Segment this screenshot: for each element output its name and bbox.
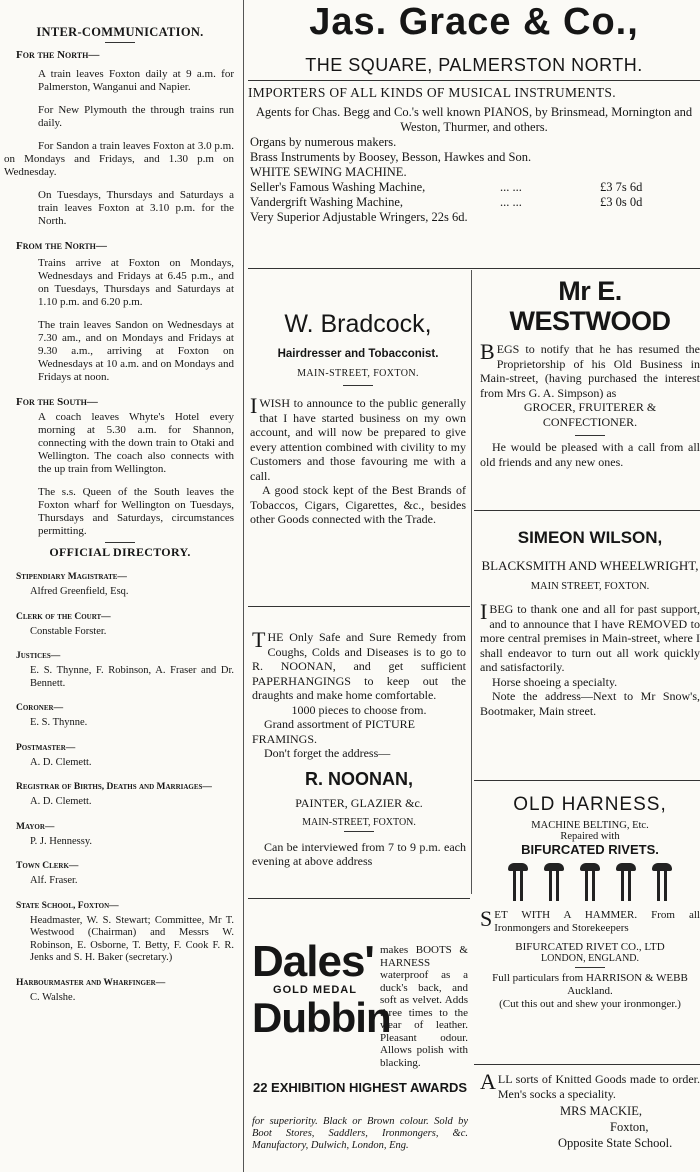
bradcock-text: IWISH to announce to the public generally that I have started business on my own account, and will now be prepared to give every attention combined with civility to my Customers and those favouring me with a call.	[250, 393, 466, 483]
wilson-name: SIMEON WILSON,	[517, 528, 663, 547]
directory-value: Constable Forster.	[30, 625, 107, 637]
rivet-icon	[652, 863, 672, 903]
westwood-ad	[480, 276, 700, 469]
dales-awards: 22 EXHIBITION HIGHEST AWARDS	[252, 1080, 468, 1095]
north-from-heading: From the North—	[16, 240, 107, 252]
column-divider	[243, 0, 244, 1172]
directory-entry	[0, 611, 240, 639]
directory-entry	[0, 742, 240, 770]
dales-logo	[252, 937, 391, 1041]
dubbin-word: Dubbin	[252, 994, 391, 1041]
dales-ad	[252, 937, 468, 1172]
north-to-heading: For the North—	[16, 49, 100, 61]
bradcock-name: W. Bradcock,	[284, 310, 432, 338]
north-to-p3: For Sandon a train leaves Foxton at 3.0 p.m. on Mondays and Fridays, and 1.30 p.m on Wednesday.	[4, 140, 234, 178]
grace-wringers: Very Superior Adjustable Wringers, 22s 6d.	[250, 210, 468, 224]
rivets-repaired: Repaired with	[560, 831, 620, 842]
wilson-address: MAIN STREET, FOXTON.	[530, 581, 650, 592]
rivets-company: BIFURCATED RIVET CO., LTD	[515, 941, 665, 953]
rivets-city: LONDON, ENGLAND.	[540, 953, 640, 964]
directory-value: E. S. Thynne, F. Robinson, A. Fraser and Dr. Bennett.	[30, 665, 234, 689]
wilson-horse: Horse shoeing a specialty.	[492, 674, 618, 689]
grace-ad	[248, 0, 700, 266]
divider	[248, 80, 700, 81]
directory-entry	[0, 781, 240, 809]
north-to-p1: A train leaves Foxton daily at 9 a.m. for Palmerston, Wanganui and Napier.	[38, 68, 234, 93]
rivet-icon	[544, 863, 564, 903]
directory-entry	[0, 977, 240, 1005]
directory-heading: Justices—	[16, 651, 61, 661]
mackie-name: MRS MACKIE,	[560, 1104, 642, 1118]
directory-entry	[0, 571, 240, 599]
dales-word: Dales'	[252, 937, 374, 986]
right-column	[248, 0, 700, 1172]
rivet-icon	[508, 863, 528, 903]
wilson-note: Note the address—Next to Mr Snow's, Bootmaker, Main street.	[480, 689, 700, 718]
directory-list	[0, 571, 240, 1004]
rivets-ad	[480, 794, 700, 1011]
divider	[248, 606, 470, 607]
mackie-town: Foxton,	[610, 1120, 649, 1134]
noonan-address: MAIN-STREET, FOXTON.	[302, 816, 416, 828]
directory-value: Alf. Fraser.	[30, 875, 78, 886]
noonan-framings: Grand assortment of PICTURE FRAMINGS.	[252, 717, 415, 746]
grace-title: Jas. Grace & Co.,	[309, 1, 639, 43]
price-dots: ... ...	[500, 195, 522, 209]
rivets-cut-out: (Cut this out and shew your ironmonger.)	[499, 998, 681, 1010]
mackie-text: ALL sorts of Knitted Goods made to order. Men's socks a speciality.	[480, 1069, 700, 1101]
grace-subtitle: THE SQUARE, PALMERSTON NORTH.	[305, 55, 643, 75]
noonan-pieces: 1000 pieces to choose from.	[291, 702, 427, 717]
grace-price-row	[248, 180, 700, 195]
westwood-call: He would be pleased with a call from all old friends and any new ones.	[480, 440, 700, 469]
directory-value: C. Walshe.	[30, 991, 76, 1003]
directory-heading: Town Clerk—	[16, 861, 79, 871]
westwood-text: BEGS to notify that he has resumed the Proprietorship of his Old Business in Main-street, (having purchased the interest from Mrs G. A. Simpson) as	[480, 339, 700, 400]
grace-price-row	[248, 195, 700, 210]
divider	[344, 831, 374, 832]
rivets-bifurcated: BIFURCATED RIVETS.	[521, 842, 659, 857]
directory-heading: Coroner—	[16, 703, 64, 713]
grace-sewing: WHITE SEWING MACHINE.	[250, 165, 407, 179]
wilson-ad	[480, 518, 700, 718]
bradcock-stock: A good stock kept of the Best Brands of Tobaccos, Cigars, Cigarettes, &c., besides other Goods connected with the Trade.	[250, 483, 466, 526]
north-from-p2: The train leaves Sandon on Wednesdays at 7.30 am., and on Mondays and Fridays at 9.30 a.m., arriving at Foxton on Wednesdays at 10 a.m. and on Mondays and Fridays at noon.	[38, 319, 234, 383]
grace-organs: Organs by numerous makers.	[250, 135, 397, 149]
wilson-text: IBEG to thank one and all for past support, and to announce that I have REMOVED to more central premises in Main-street, where I shall endeavor to turn out all work quickly and satisfactorily.	[480, 599, 700, 674]
rivets-belting: MACHINE BELTING, Etc.	[531, 820, 649, 831]
rivets-hammer: SET WITH A HAMMER. From all Ironmongers and Storekeepers	[480, 906, 700, 934]
divider	[474, 1064, 700, 1065]
divider	[105, 42, 135, 43]
divider	[575, 967, 605, 968]
divider	[474, 780, 700, 781]
dales-description: makes BOOTS & HARNESS waterproof as a duck's back, and soft as velvet. Adds three times to the wear of leather. Pleasant odour. Allows polish with blacking.	[380, 944, 468, 1069]
directory-entry	[0, 821, 240, 849]
directory-entry	[0, 860, 240, 888]
westwood-name: Mr E. WESTWOOD	[509, 276, 671, 336]
bradcock-ad	[250, 276, 466, 527]
bradcock-address: MAIN-STREET, FOXTON.	[297, 368, 419, 379]
grace-agents: Agents for Chas. Begg and Co.'s well known PIANOS, by Brinsmead, Mornington and Weston, Thurmer, and others.	[255, 105, 693, 134]
divider	[474, 510, 700, 511]
directory-value: A. D. Clemett.	[30, 756, 92, 768]
grace-brass: Brass Instruments by Boosey, Besson, Hawkes and Son.	[250, 150, 532, 164]
price-item: Vandergrift Washing Machine,	[250, 195, 404, 209]
divider	[343, 385, 373, 386]
divider	[248, 898, 470, 899]
inter-communication-title: INTER-COMMUNICATION.	[36, 25, 204, 39]
rivets-particulars: Full particulars from HARRISON & WEBB Auckland.	[492, 972, 688, 997]
dales-medal: GOLD MEDAL	[273, 984, 357, 996]
directory-heading: Harbourmaster and Wharfinger—	[16, 977, 166, 988]
south-p1: A coach leaves Whyte's Hotel every morning at 5.30 a.m. for Shannon, connecting with the down train to Otaki and Wellington. The coach also connects with the up train from Wellington.	[38, 411, 234, 475]
directory-heading: Postmaster—	[16, 742, 76, 753]
wilson-trade: BLACKSMITH AND WHEELWRIGHT,	[481, 558, 699, 573]
left-column	[0, 0, 240, 1172]
grace-importers: IMPORTERS OF ALL KINDS OF MUSICAL INSTRUMENTS.	[248, 85, 616, 100]
noonan-hours: Can be interviewed from 7 to 9 p.m. each evening at above address	[252, 839, 466, 868]
divider	[105, 542, 135, 543]
directory-entry	[0, 900, 240, 965]
bradcock-trade: Hairdresser and Tobacconist.	[277, 348, 439, 360]
north-to-p2: For New Plymouth the through trains run daily.	[38, 104, 234, 129]
dales-sold-by: for superiority. Black or Brown colour. Sold by Boot Stores, Saddlers, Ironmongers, &c. Manufactory, Dulwich, London, Eng.	[252, 1116, 468, 1151]
rivet-icon	[616, 863, 636, 903]
price-value: £3 0s 0d	[600, 195, 643, 209]
directory-entry	[0, 702, 240, 730]
south-p2: The s.s. Queen of the South leaves the Foxton wharf for Wellington on Tuesdays, Thursdays and Saturdays, circumstances permitting.	[38, 486, 234, 537]
westwood-trade: GROCER, FRUITERER & CONFECTIONER.	[523, 400, 657, 429]
rivets-title: OLD HARNESS,	[513, 794, 667, 815]
noonan-address-note: Don't forget the address—	[264, 746, 391, 760]
directory-entry	[0, 650, 240, 690]
directory-value: Headmaster, W. S. Stewart; Committee, Mr T. Westwood (Chairman) and Messrs W. Robinson, E. Osborne, T. Betty, F. Cook F. R. Jenks and S. H. Baker (secretary.)	[30, 914, 234, 963]
north-from-p1: Trains arrive at Foxton on Mondays, Wednesdays and Fridays at 6.45 p.m., and on Tuesdays, Thursdays and Saturdays at 1.10 p.m. and 6.20 p.m.	[38, 257, 234, 308]
rivet-icon	[580, 863, 600, 903]
noonan-name: R. NOONAN,	[305, 768, 413, 789]
rivets-illustration	[480, 863, 700, 907]
south-heading: For the South—	[16, 396, 98, 408]
mackie-ad	[480, 1069, 700, 1151]
directory-heading: Stipendiary Magistrate—	[16, 572, 127, 582]
directory-value: E. S. Thynne.	[30, 717, 88, 728]
directory-heading: State School, Foxton—	[16, 900, 119, 911]
directory-value: P. J. Hennessy.	[30, 835, 93, 847]
north-to-p4: On Tuesdays, Thursdays and Saturdays a train leaves Foxton at 3.10 p.m. for the North.	[38, 189, 234, 227]
price-value: £3 7s 6d	[600, 180, 643, 194]
noonan-text: THE Only Safe and Sure Remedy from Coughs, Colds and Diseases is to go to R. NOONAN, and get sufficient PAPERHANGINGS to keep out the draughts and make home comfortable.	[252, 627, 466, 702]
directory-heading: Clerk of the Court—	[16, 611, 111, 622]
sub-column-divider	[471, 270, 472, 894]
directory-value: A. D. Clemett.	[30, 796, 92, 807]
directory-heading: Registrar of Births, Deaths and Marriages—	[16, 782, 212, 792]
divider	[575, 435, 605, 436]
mackie-address: Opposite State School.	[558, 1136, 673, 1150]
directory-value: Alfred Greenfield, Esq.	[30, 586, 129, 597]
directory-heading: Mayor—	[16, 821, 55, 832]
noonan-trade: PAINTER, GLAZIER &c.	[295, 795, 423, 810]
noonan-ad	[252, 627, 466, 869]
official-directory-title: OFFICIAL DIRECTORY.	[49, 545, 191, 559]
price-dots: ... ...	[500, 180, 522, 194]
price-item: Seller's Famous Washing Machine,	[250, 180, 426, 194]
divider	[248, 268, 700, 269]
